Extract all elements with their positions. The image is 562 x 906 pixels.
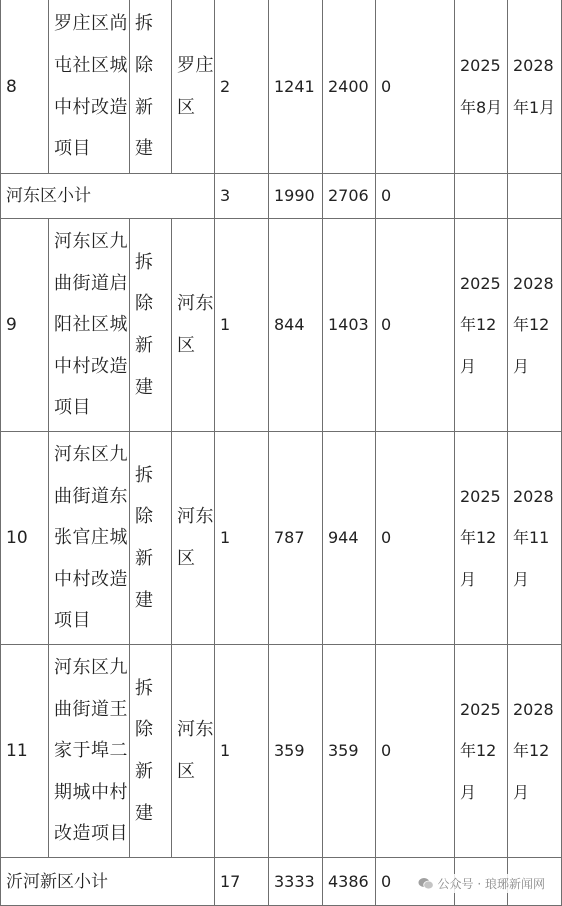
project-name: 罗庄区尚屯社区城中村改造项目 [49, 0, 130, 174]
count: 1 [215, 645, 269, 858]
area: 1990 [269, 174, 323, 219]
count: 17 [215, 858, 269, 906]
project-name: 河东区九曲街道东张官庄城中村改造项目 [49, 432, 130, 645]
investment: 359 [323, 645, 376, 858]
table-row [1, 0, 562, 174]
row-number: 9 [1, 219, 49, 432]
watermark [415, 874, 548, 893]
subtotal-row [1, 174, 562, 219]
completed: 0 [376, 0, 455, 174]
district: 罗庄区 [172, 0, 215, 174]
end-date: 2028年11月 [508, 432, 562, 645]
district: 河东区 [172, 645, 215, 858]
watermark-text: 公众号 · 琅琊新闻网 [437, 877, 545, 891]
area: 844 [269, 219, 323, 432]
table-row [1, 432, 562, 645]
area: 359 [269, 645, 323, 858]
count: 2 [215, 0, 269, 174]
end-date: 2028年12月 [508, 645, 562, 858]
row-number: 10 [1, 432, 49, 645]
completed: 0 [376, 858, 455, 906]
investment: 1403 [323, 219, 376, 432]
completed: 0 [376, 432, 455, 645]
row-number: 11 [1, 645, 49, 858]
table-row [1, 645, 562, 858]
renovation-mode: 拆除新建 [130, 219, 172, 432]
end-date [508, 174, 562, 219]
row-number: 8 [1, 0, 49, 174]
start-date: 2025年12月 [455, 219, 508, 432]
start-date [455, 174, 508, 219]
completed: 0 [376, 174, 455, 219]
investment: 2400 [323, 0, 376, 174]
completed: 0 [376, 219, 455, 432]
completed: 0 [376, 645, 455, 858]
project-name: 河东区九曲街道王家于埠二期城中村改造项目 [49, 645, 130, 858]
start-date: 2025年8月 [455, 0, 508, 174]
count: 3 [215, 174, 269, 219]
area: 787 [269, 432, 323, 645]
subtotal-label: 沂河新区小计 [1, 858, 215, 906]
count: 1 [215, 432, 269, 645]
area: 1241 [269, 0, 323, 174]
project-name: 河东区九曲街道启阳社区城中村改造项目 [49, 219, 130, 432]
renovation-mode: 拆除新建 [130, 645, 172, 858]
district: 河东区 [172, 219, 215, 432]
start-date: 2025年12月 [455, 645, 508, 858]
renovation-mode: 拆除新建 [130, 432, 172, 645]
investment: 944 [323, 432, 376, 645]
end-date: 2028年1月 [508, 0, 562, 174]
subtotal-label: 河东区小计 [1, 174, 215, 219]
area: 3333 [269, 858, 323, 906]
end-date: 2028年12月 [508, 219, 562, 432]
wechat-icon [418, 877, 434, 890]
start-date: 2025年12月 [455, 432, 508, 645]
count: 1 [215, 219, 269, 432]
renovation-mode: 拆除新建 [130, 0, 172, 174]
table-row [1, 219, 562, 432]
investment: 4386 [323, 858, 376, 906]
district: 河东区 [172, 432, 215, 645]
investment: 2706 [323, 174, 376, 219]
